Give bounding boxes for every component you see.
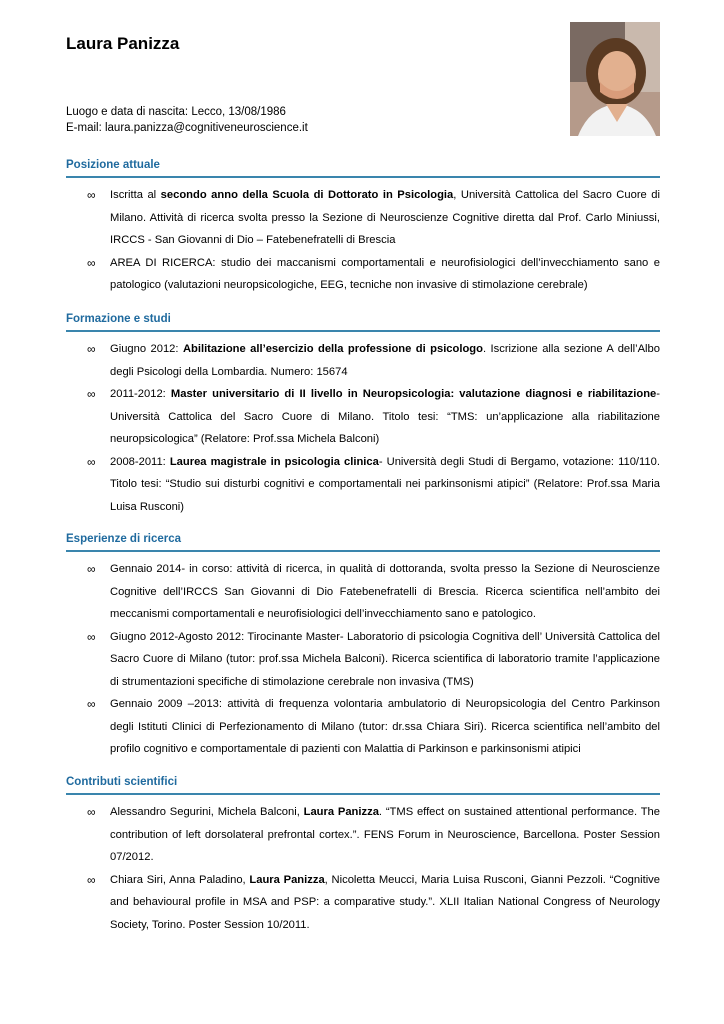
- profile-photo: [570, 22, 660, 136]
- list-item: [66, 626, 660, 694]
- item-list: [66, 338, 660, 518]
- birth-info: Luogo e data di nascita: Lecco, 13/08/1986: [66, 106, 286, 118]
- list-item: [66, 801, 660, 869]
- item-text: Chiara Siri, Anna Paladino,: [110, 873, 250, 886]
- cv-name: Laura Panizza: [66, 34, 180, 53]
- section-divider: [66, 550, 660, 552]
- list-item: [66, 558, 660, 626]
- list-item: [66, 184, 660, 252]
- section-title: Esperienze di ricerca: [66, 533, 182, 545]
- section-title: Posizione attuale: [66, 159, 160, 171]
- item-text: 2008-2011:: [110, 455, 170, 468]
- section-formazione-e-studi: [66, 312, 660, 518]
- bold-text: Laura Panizza: [249, 873, 325, 886]
- item-text: Giugno 2012-Agosto 2012: Tirocinante Master- Laboratorio di psicologia Cognitiva dell’ Università Cattolica del Sacro Cuore di Milano (tutor: prof.ssa Michela Balconi). Ricerca scientifica di laboratorio tramite l’applicazione di strumentazioni specifiche di stimolazione cerebrale non invasiva (TMS): [110, 630, 660, 688]
- item-list: [66, 801, 660, 936]
- infinity-bullet-icon: ∞: [87, 342, 96, 356]
- item-text: AREA DI RICERCA: studio dei maccanismi comportamentali e neurofisiologici dell’invecchiamento sano e patologico (valutazioni neuropsicologiche, EEG, tecniche non invasive di stimolazione cerebrale): [110, 256, 660, 291]
- bold-text: secondo anno della Scuola di Dottorato in Psicologia: [160, 189, 454, 201]
- bold-text: Master universitario di II livello in Neuropsicologia: valutazione diagnosi e riabilitazione: [170, 388, 657, 400]
- item-text: Iscritta al: [110, 189, 161, 201]
- item-text: Alessandro Segurini, Michela Balconi,: [110, 806, 304, 818]
- list-item: [66, 451, 660, 519]
- item-text: Giugno 2012:: [110, 343, 183, 355]
- section-esperienze-di-ricerca: [66, 532, 660, 761]
- bold-text: Laurea magistrale in psicologia clinica: [169, 455, 379, 468]
- item-text: Gennaio 2014- in corso: attività di ricerca, in qualità di dottoranda, svolta presso la Sezione di Neuroscienze Cognitive dell’IRCCS San Giovanni di Dio Fatebenefratelli di Brescia. Ricerca scientifica nell’ambito dei meccanismi comportamentali e neurofisiologici dell’invecchiamento sano e patologico.: [110, 563, 660, 620]
- item-text: 2011-2012:: [110, 388, 171, 400]
- item-text: - Università Cattolica del Sacro Cuore di Milano. Titolo tesi: “TMS: un’applicazione alla riabilitazione neuropsicologica” (Relatore: Prof.ssa Michela Balconi): [110, 388, 660, 445]
- list-item: [66, 383, 660, 451]
- item-list: [66, 558, 660, 761]
- section-title: Formazione e studi: [66, 313, 171, 325]
- bold-text: Abilitazione all’esercizio della professione di psicologo: [182, 343, 483, 355]
- infinity-bullet-icon: ∞: [87, 872, 96, 887]
- infinity-bullet-icon: ∞: [87, 697, 96, 711]
- infinity-bullet-icon: ∞: [87, 387, 96, 401]
- section-divider: [66, 793, 660, 795]
- email-info: E-mail: laura.panizza@cognitiveneuroscience.it: [66, 122, 308, 134]
- section-divider: [66, 176, 660, 178]
- infinity-bullet-icon: ∞: [87, 805, 96, 819]
- section-divider: [66, 330, 660, 332]
- infinity-bullet-icon: ∞: [87, 454, 96, 469]
- bold-text: Laura Panizza: [303, 806, 379, 818]
- item-text: Gennaio 2009 –2013: attività di frequenza volontaria ambulatorio di Neuropsicologia del Centro Parkinson degli Istituti Clinici di Perfezionamento di Milano (tutor: dr.ssa Chiara Siri). Ricerca scientifica nell’ambito del profilo cognitivo e comportamentale di pazienti con Malattia di Parkinson e parkinsonismi atipici: [110, 698, 660, 755]
- list-item: [66, 869, 660, 937]
- list-item: [66, 338, 660, 383]
- item-list: [66, 184, 660, 297]
- item-text: . Iscrizione alla sezione A dell’Albo degli Psicologi della Lombardia. Numero: 15674: [110, 343, 660, 378]
- item-text: , Università Cattolica del Sacro Cuore di Milano. Attività di ricerca svolta presso la Sezione di Neuroscienze Cognitive diretta dal Prof. Carlo Miniussi, IRCCS - San Giovanni di Dio – Fatebenefratelli di Brescia: [110, 189, 660, 246]
- infinity-bullet-icon: ∞: [87, 629, 96, 644]
- item-text: . “TMS effect on sustained attentional performance. The contribution of left dorsolateral prefrontal cortex.”. FENS Forum in Neuroscience, Barcellona. Poster Session 07/2012.: [110, 806, 660, 863]
- infinity-bullet-icon: ∞: [87, 188, 96, 202]
- contact-info: [66, 104, 308, 136]
- infinity-bullet-icon: ∞: [87, 255, 96, 270]
- item-text: , Nicoletta Meucci, Maria Luisa Rusconi, Gianni Pezzoli. “Cognitive and behavioural profile in MSA and PSP: a comparative study.”. XLII Italian National Congress of Neurology Society, Torino. Poster Session 10/2011.: [110, 873, 661, 931]
- list-item: [66, 252, 660, 297]
- section-contributi-scientifici: [66, 775, 660, 936]
- item-text: - Università degli Studi di Bergamo, votazione: 110/110. Titolo tesi: “Studio sui disturbi cognitivi e comportamentali nei parkinsonismi atipici” (Relatore: Prof.ssa Maria Luisa Rusconi): [110, 455, 660, 513]
- list-item: [66, 693, 660, 761]
- section-posizione-attuale: [66, 158, 660, 297]
- infinity-bullet-icon: ∞: [87, 562, 96, 576]
- section-title: Contributi scientifici: [66, 776, 178, 788]
